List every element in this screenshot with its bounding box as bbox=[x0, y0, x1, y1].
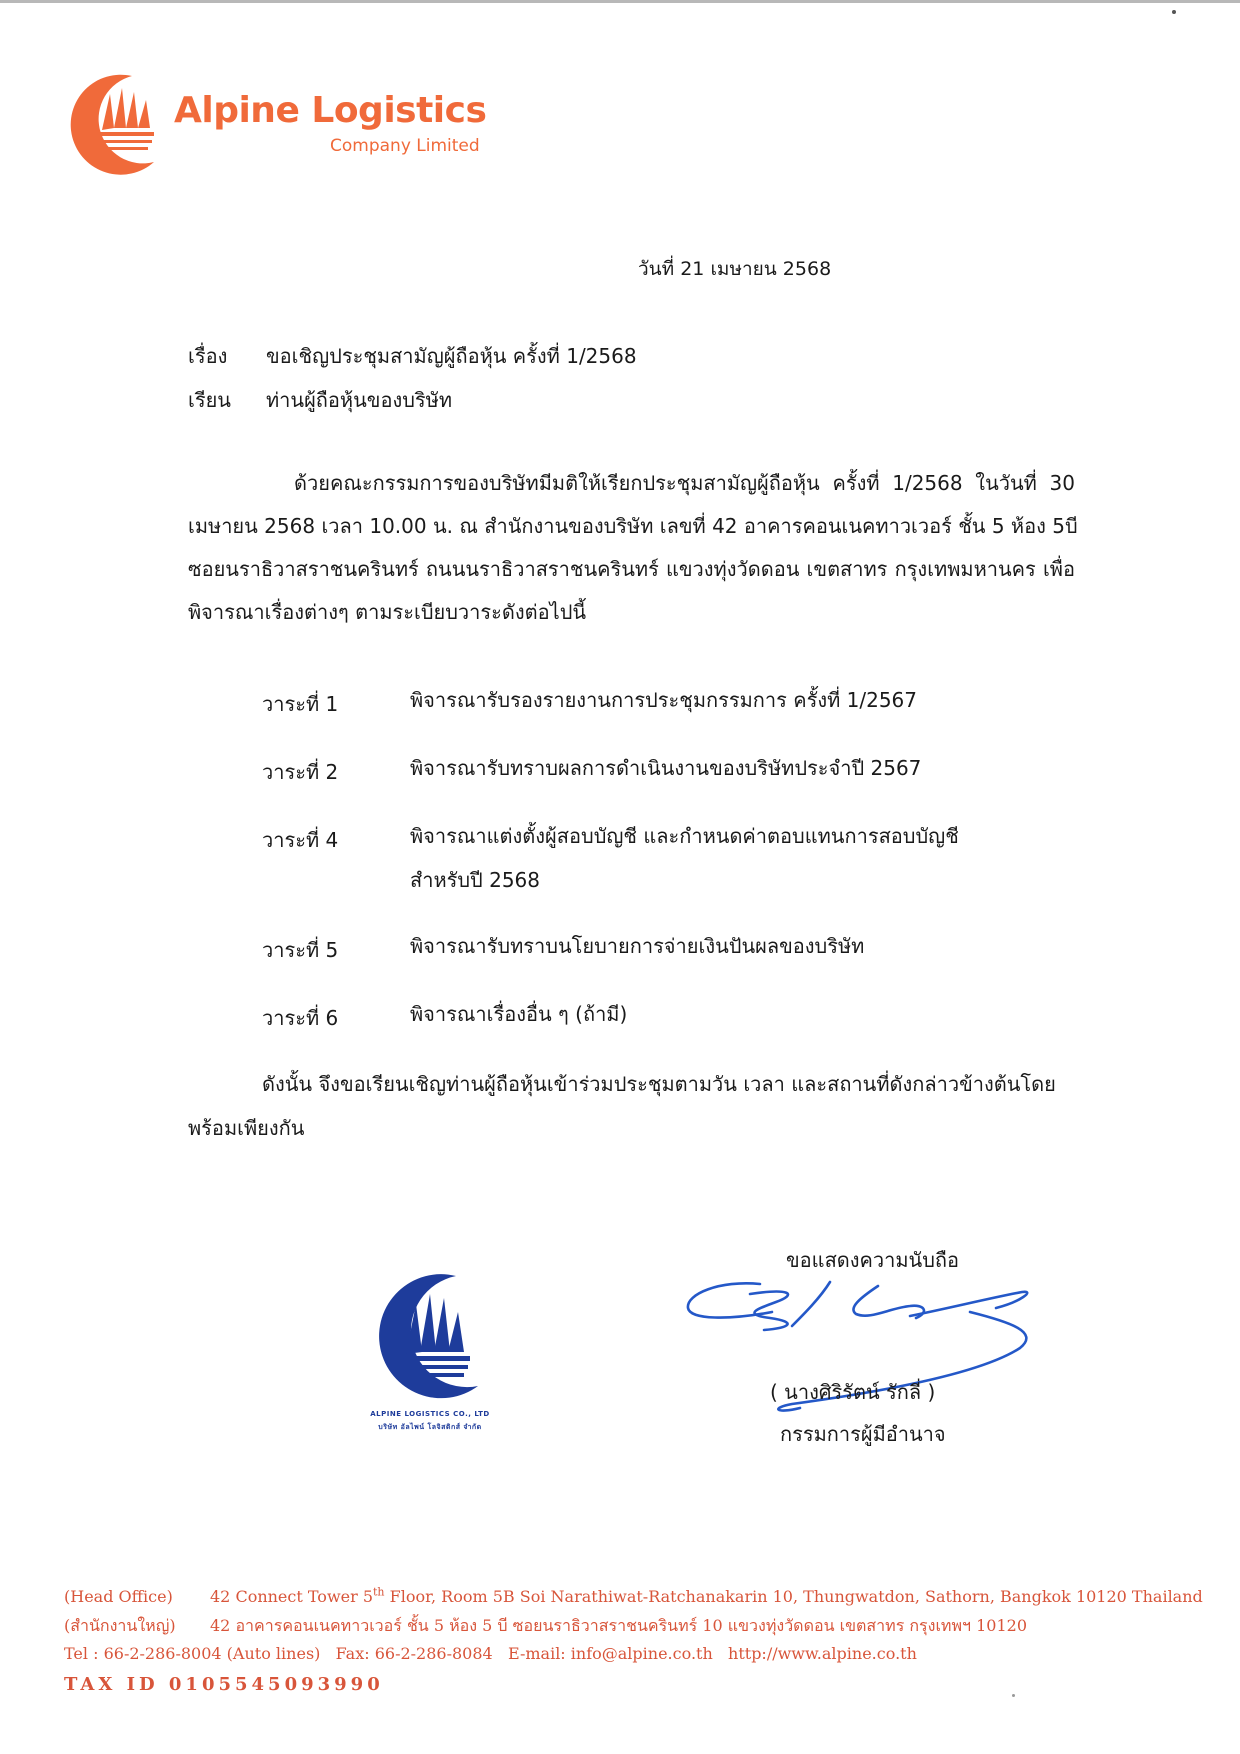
company-suffix: Company Limited bbox=[330, 136, 480, 156]
letter-date: วันที่ 21 เมษายน 2568 bbox=[638, 258, 832, 280]
body-line: ซอยนราธิวาสราชนครินทร์ ถนนนราธิวาสราชนครินทร์ แขวงทุ่งวัดดอน เขตสาทร กรุงเทพมหานคร เพื่อ bbox=[188, 557, 1075, 581]
footer-head-office bbox=[64, 1586, 1203, 1606]
footer-thai-office-label: (สำนักงานใหญ่) bbox=[64, 1616, 176, 1635]
footer-tax-id: TAX ID 0105545093990 bbox=[64, 1674, 384, 1695]
agenda-text: พิจารณาแต่งตั้งผู้สอบบัญชี และกำหนดค่าตอบแทนการสอบบัญชี bbox=[410, 824, 959, 848]
agenda-number: วาระที่ 2 bbox=[262, 760, 339, 784]
footer-head-office-address: 42 Connect Tower 5th Floor, Room 5B Soi Narathiwat-Ratchanakarin 10, Thungwatdon, Sathorn, Bangkok 10120 Thailand bbox=[210, 1586, 1203, 1607]
signatory-position: กรรมการผู้มีอำนาจ bbox=[780, 1422, 946, 1446]
body-line: เมษายน 2568 เวลา 10.00 น. ณ สำนักงานของบริษัท เลขที่ 42 อาคารคอนเนคทาวเวอร์ ชั้น 5 ห้อง 5บี bbox=[188, 514, 1078, 538]
stamp-seal-icon bbox=[360, 1268, 500, 1408]
closing-line: พร้อมเพียงกัน bbox=[188, 1116, 305, 1140]
agenda-text: พิจารณารับทราบนโยบายการจ่ายเงินปันผลของบริษัท bbox=[410, 934, 865, 958]
recipient-text: ท่านผู้ถือหุ้นของบริษัท bbox=[266, 388, 453, 412]
stamp-text-en: ALPINE LOGISTICS CO., LTD bbox=[370, 1410, 490, 1418]
agenda-text: พิจารณารับรองรายงานการประชุมกรรมการ ครั้งที่ 1/2567 bbox=[410, 688, 918, 712]
footer-thai-office-address: 42 อาคารคอนเนคทาวเวอร์ ชั้น 5 ห้อง 5 บี ซอยนราธิวาสราชนครินทร์ 10 แขวงทุ่งวัดดอน เขตสาทร กรุงเทพฯ 10120 bbox=[210, 1616, 1027, 1635]
agenda-number: วาระที่ 1 bbox=[262, 692, 339, 716]
subject-label: เรื่อง bbox=[188, 344, 228, 368]
closing-paragraph bbox=[188, 1062, 1056, 1150]
body-paragraph bbox=[188, 462, 1078, 634]
agenda-text-continued: สำหรับปี 2568 bbox=[410, 868, 541, 892]
agenda-number: วาระที่ 4 bbox=[262, 828, 339, 852]
company-name: Alpine Logistics bbox=[174, 90, 487, 131]
footer-contact: Tel : 66-2-286-8004 (Auto lines) Fax: 66-2-286-8084 E-mail: info@alpine.co.th http://www.alpine.co.th bbox=[64, 1644, 917, 1663]
top-border-line bbox=[0, 0, 1240, 3]
footer-thai-office bbox=[64, 1614, 1027, 1639]
footer-head-office-label: (Head Office) bbox=[64, 1587, 173, 1607]
company-logo bbox=[62, 70, 502, 180]
stamp-text-th: บริษัท อัลไพน์ โลจิสติกส์ จำกัด bbox=[378, 1423, 482, 1431]
signatory-name: ( นางศิริรัตน์ รักลี่ ) bbox=[770, 1380, 936, 1404]
regards-text: ขอแสดงความนับถือ bbox=[786, 1248, 960, 1272]
closing-line: ดังนั้น จึงขอเรียนเชิญท่านผู้ถือหุ้นเข้าร่วมประชุมตามวัน เวลา และสถานที่ดังกล่าวข้างต้นโดย bbox=[262, 1072, 1056, 1096]
agenda-text: พิจารณารับทราบผลการดำเนินงานของบริษัทประจำปี 2567 bbox=[410, 756, 922, 780]
agenda-number: วาระที่ 6 bbox=[262, 1006, 339, 1030]
body-line: พิจารณาเรื่องต่างๆ ตามระเบียบวาระดังต่อไปนี้ bbox=[188, 600, 587, 624]
body-line: ด้วยคณะกรรมการของบริษัทมีมติให้เรียกประชุมสามัญผู้ถือหุ้น ครั้งที่ 1/2568 ในวันที่ 30 bbox=[294, 471, 1075, 495]
scan-speck bbox=[1172, 10, 1176, 14]
alpine-logo-icon bbox=[62, 70, 172, 180]
subject-text: ขอเชิญประชุมสามัญผู้ถือหุ้น ครั้งที่ 1/2568 bbox=[266, 344, 637, 368]
recipient-label: เรียน bbox=[188, 388, 231, 412]
scan-speck bbox=[1012, 1694, 1015, 1697]
agenda-number: วาระที่ 5 bbox=[262, 938, 339, 962]
company-stamp bbox=[360, 1268, 500, 1438]
agenda-text: พิจารณาเรื่องอื่น ๆ (ถ้ามี) bbox=[410, 1002, 628, 1026]
